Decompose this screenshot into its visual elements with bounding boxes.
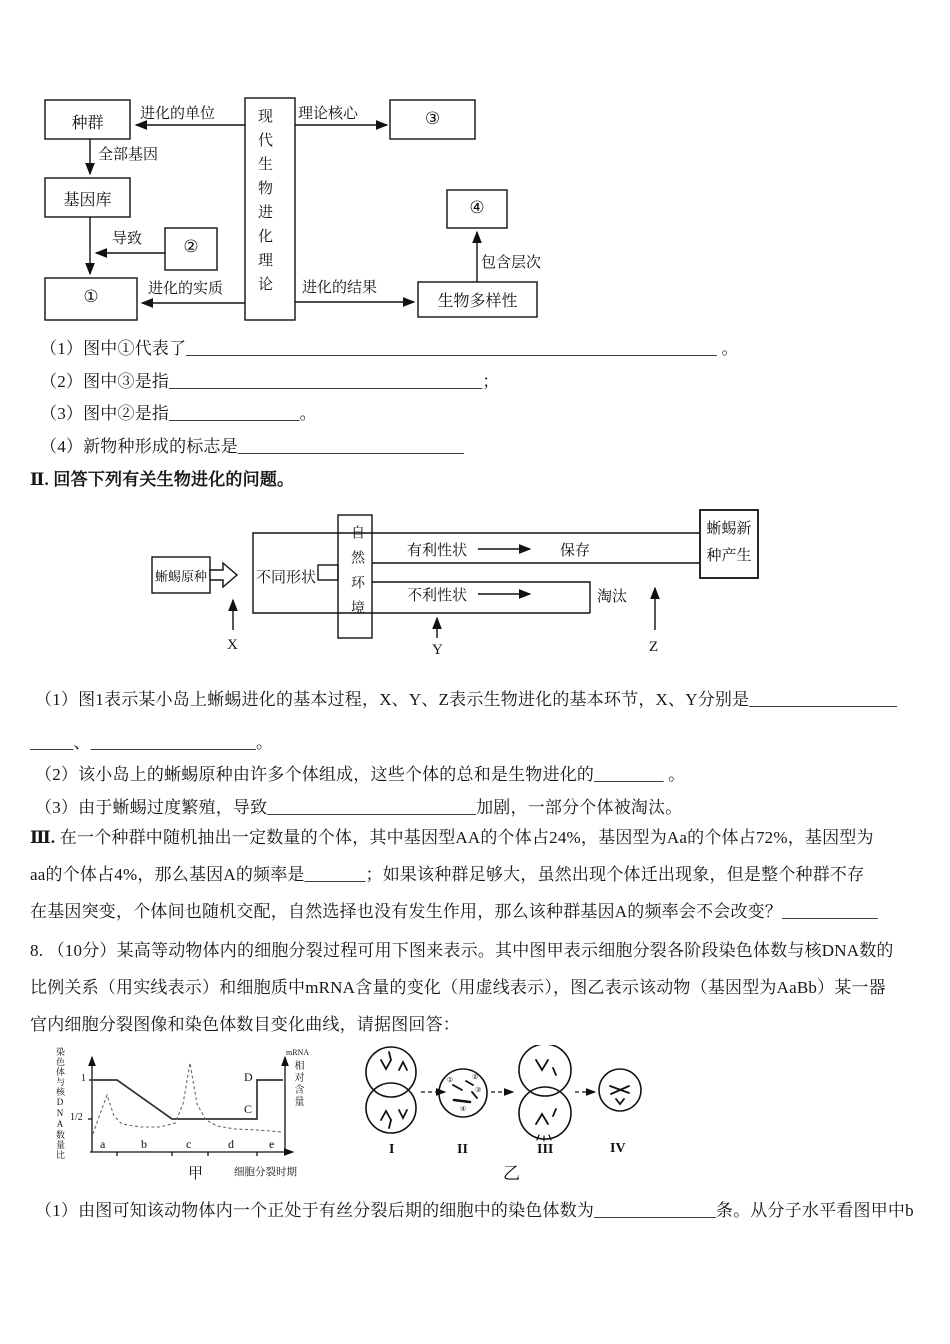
figure-yi-caption: 乙 — [503, 1164, 520, 1183]
chart-ylabel-right-mrna: mRNA — [286, 1048, 310, 1057]
preserved-label: 保存 — [560, 543, 591, 559]
x-label: X — [227, 637, 238, 653]
gene-pool-box-label: 基因库 — [63, 192, 112, 209]
biodiversity-box-label: 生物多样性 — [437, 293, 518, 310]
cell4-label: IV — [610, 1141, 626, 1156]
lizard-evolution-diagram — [140, 500, 785, 665]
chart-xlabel: 细胞分裂时期 — [234, 1167, 297, 1178]
diagram2-frame — [152, 510, 758, 638]
part3-line3: 在基因突变，个体间也随机交配，自然选择也没有发生作用，那么该种群基因A的频率会不会改变？___________ — [30, 902, 878, 921]
cell-membranes — [366, 1045, 641, 1139]
part2-q3: （3）由于蜥蜴过度繁殖，导致________________________加剧，一部分个体被淘汰。 — [35, 798, 683, 817]
q8-sub1: （1）由图可知该动物体内一个正处于有丝分裂后期的细胞中的染色体数为______________条。从分子水平看图甲中b — [35, 1201, 914, 1220]
cell2-label: II — [457, 1142, 468, 1157]
evolution-unit-label: 进化的单位 — [140, 106, 216, 122]
num2-box-label: ② — [183, 237, 199, 256]
q8-line1: 8. （10分）某高等动物体内的细胞分裂过程可用下图来表示。其中图甲表示细胞分裂各阶段染色体数与核DNA数的 — [30, 941, 894, 960]
q8-line3: 官内细胞分裂图像和染色体数目变化曲线，请据图回答： — [30, 1015, 460, 1034]
q8-line2: 比例关系（用实线表示）和细胞质中mRNA含量的变化（用虚线表示），图乙表示该动物（基因型为AaBb）某一器 — [30, 978, 886, 997]
part1-q3: （3）图中②是指_______________。 — [40, 404, 317, 423]
part1-q1: （1）图中①代表了_____________________________________________________________ 。 — [40, 339, 739, 358]
segment-e-label: e — [269, 1137, 275, 1151]
solid-ratio-curve — [93, 1080, 283, 1119]
cell1-label: I — [389, 1142, 395, 1157]
theory-core-label: 理论核心 — [298, 106, 359, 122]
part2-q1-line1: （1）图1表示某小岛上蜥蜴进化的基本过程，X、Y、Z表示生物进化的基本环节，X、Y分别是_________________ — [35, 690, 898, 709]
y-label: Y — [432, 642, 443, 658]
eliminated-label: 淘汰 — [597, 589, 628, 605]
point-d-label: D — [244, 1070, 253, 1084]
cell3-bottom — [519, 1087, 571, 1139]
chromosomes — [381, 1052, 629, 1141]
part3-line1 — [30, 827, 874, 849]
population-box-label: 种群 — [71, 115, 104, 132]
segment-b-label: b — [141, 1137, 147, 1151]
part2-heading: Ⅱ. 回答下列有关生物进化的问题。 — [30, 470, 295, 489]
chart-jia — [45, 1042, 320, 1192]
cell3-label: III — [537, 1142, 554, 1157]
leads-to-label: 导致 — [112, 231, 143, 247]
chart-ylabel-right: 相对含量 — [292, 1060, 303, 1108]
num3-box-label: ③ — [424, 109, 441, 128]
part1-q4: （4）新物种形成的标志是__________________________ — [40, 437, 465, 456]
different-shapes-label: 不同形状 — [256, 570, 317, 586]
hollow-arrow — [210, 563, 237, 587]
chromosome-mark-3: ③ — [475, 1086, 482, 1094]
part3-line2: aa的个体占4%，那么基因A的频率是_______；如果该种群足够大，虽然出现个体迁出现象，但是整个种群不存 — [30, 865, 865, 884]
chromosome-mark-1: ① — [447, 1076, 454, 1084]
cell1-bottom — [366, 1083, 416, 1133]
notch-box — [318, 565, 338, 580]
ytick-1: 1 — [81, 1073, 86, 1084]
chart-jia-caption: 甲 — [188, 1166, 204, 1182]
point-c-label: C — [244, 1102, 253, 1116]
contains-levels-label: 包含层次 — [481, 255, 542, 271]
segment-c-label: c — [186, 1137, 192, 1151]
z-label: Z — [649, 639, 659, 655]
new-species-label: 蜥蜴新种产生 — [706, 521, 752, 564]
part3-line1-text: 在一个种群中随机抽出一定数量的个体，其中基因型AA的个体占24%，基因型为Aa的个体占72%，基因型为 — [55, 828, 874, 847]
favorable-trait-label: 有利性状 — [407, 543, 468, 559]
part2-q2: （2）该小岛上的蜥蜴原种由许多个体组成，这些个体的总和是生物进化的________ 。 — [35, 765, 686, 784]
num4-box-label: ④ — [469, 198, 485, 217]
all-genes-label: 全部基因 — [98, 147, 159, 163]
chromosome-mark-2: ② — [472, 1073, 479, 1081]
evolution-result-label: 进化的结果 — [302, 280, 378, 296]
figure-yi — [353, 1045, 673, 1185]
segment-a-label: a — [100, 1137, 106, 1151]
chromosome-mark-4: ④ — [460, 1105, 467, 1113]
num1-box-label: ① — [83, 287, 99, 306]
dashed-mrna-curve — [93, 1063, 283, 1134]
natural-environment-label: 自然环境 — [349, 525, 364, 625]
ytick-half: 1/2 — [70, 1112, 83, 1123]
outer-frame-lines — [253, 533, 700, 613]
chart-ylabel-left: 染色体与核DNA数量比 — [55, 1047, 65, 1160]
unfavorable-trait-label: 不利性状 — [407, 588, 468, 604]
part3-prefix: Ⅲ. — [30, 828, 56, 847]
evolution-essence-label: 进化的实质 — [148, 281, 224, 297]
segment-d-label: d — [228, 1137, 234, 1151]
part1-q2: （2）图中③是指____________________________________； — [40, 372, 500, 391]
part2-q1-line2: _____、___________________。 — [30, 733, 274, 752]
cell3-top — [519, 1045, 571, 1096]
modern-evolution-theory-diagram — [38, 90, 563, 330]
center-theory-label: 现代生物进化理论 — [256, 108, 272, 300]
original-species-label: 蜥蜴原种 — [154, 569, 207, 584]
lower-band-lines — [372, 582, 590, 613]
